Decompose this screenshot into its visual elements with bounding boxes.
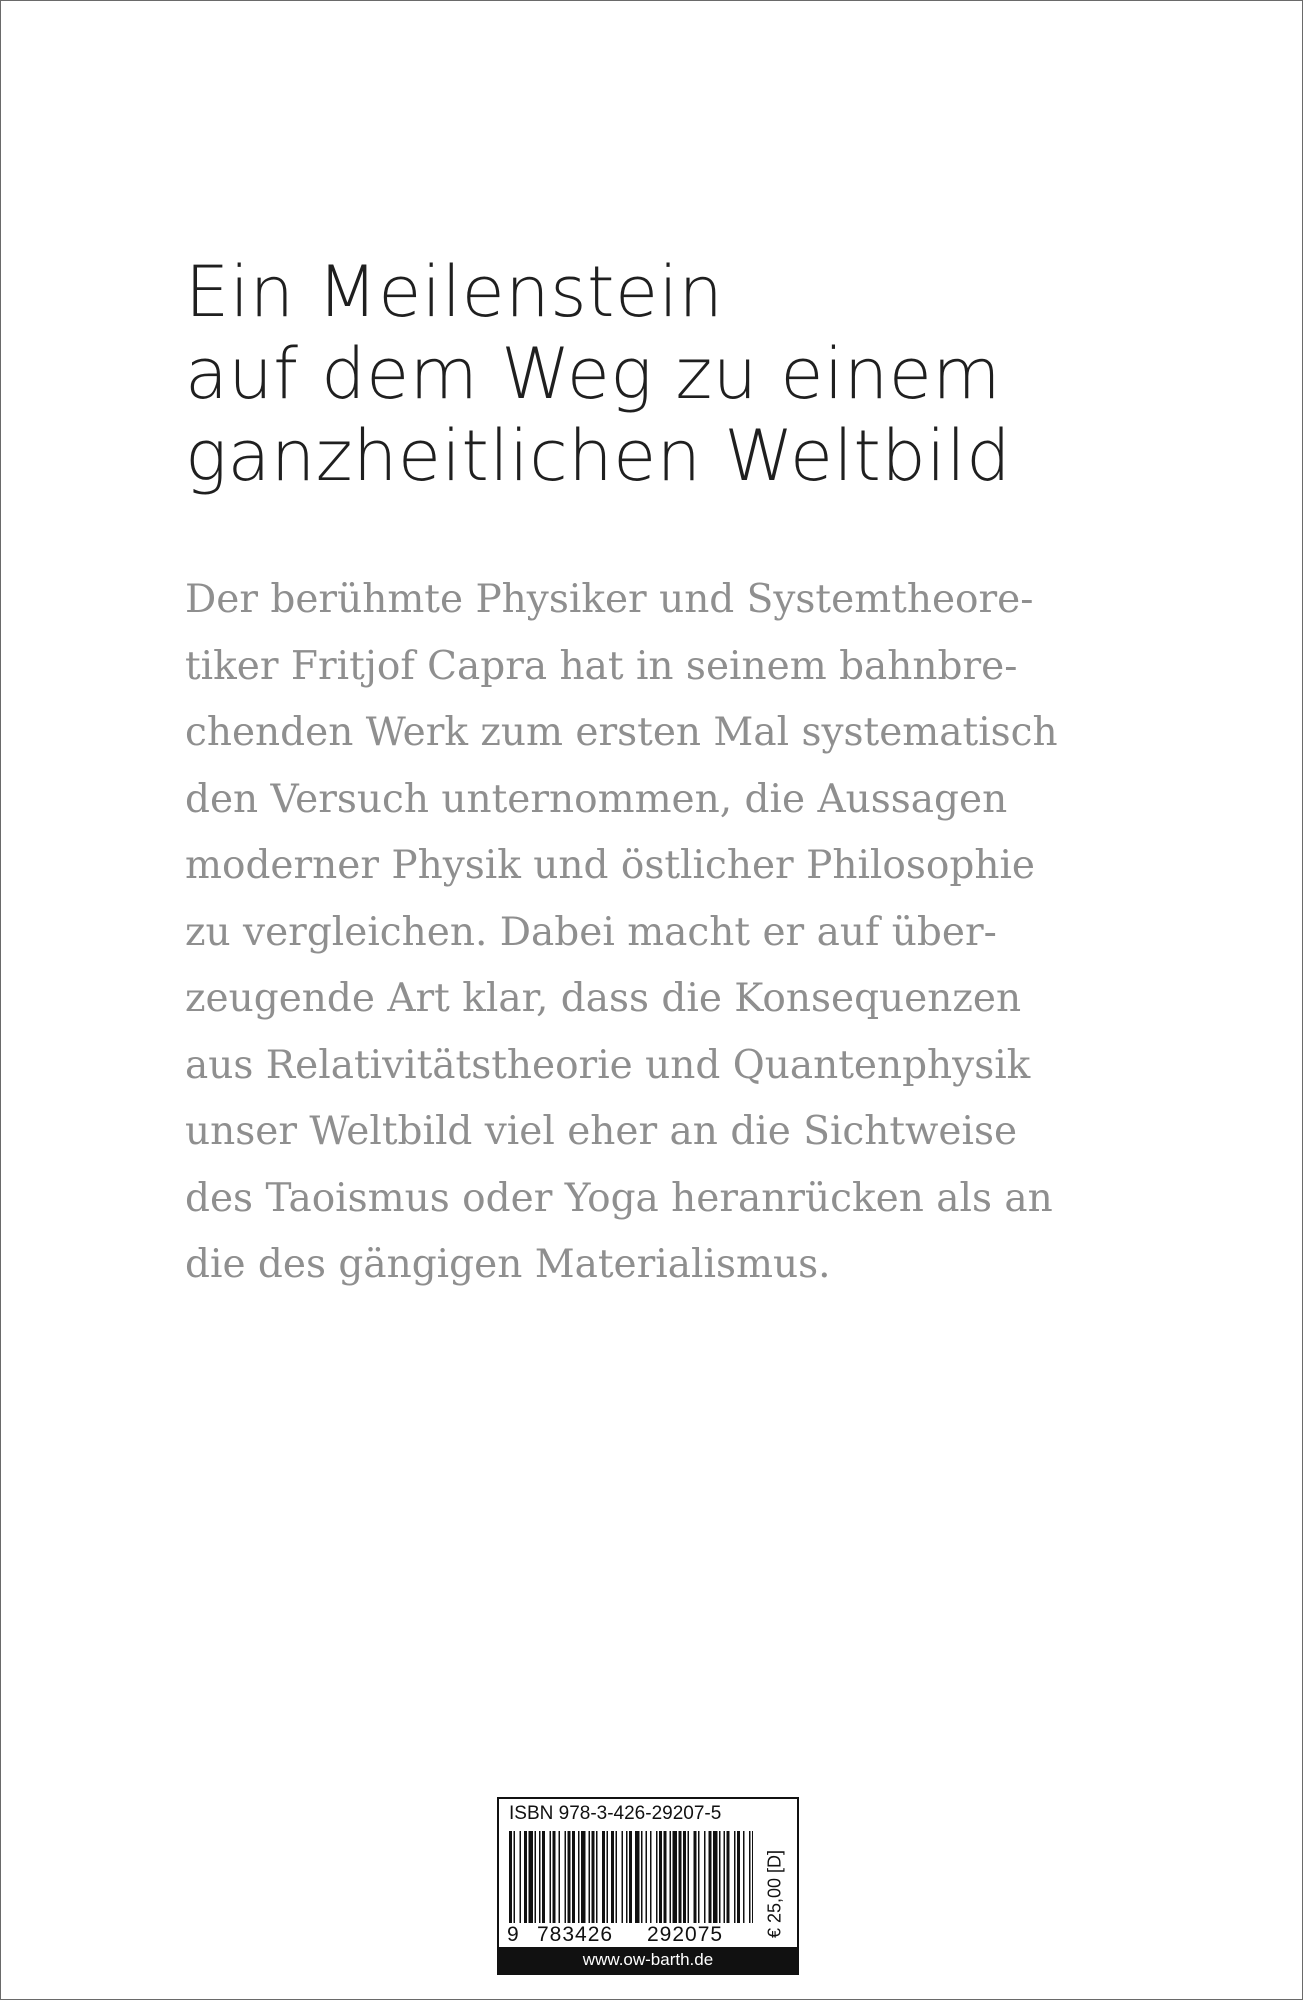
- barcode-bar: [581, 1831, 586, 1923]
- barcode-digit-group-1: 783426: [537, 1923, 614, 1946]
- barcode-bar: [592, 1831, 595, 1923]
- barcode-bar: [514, 1831, 516, 1923]
- price-tag: [761, 1835, 789, 1953]
- headline-line: auf dem Weg zu einem: [185, 333, 1002, 415]
- barcode-bar: [565, 1831, 567, 1923]
- barcode-bar: [688, 1831, 690, 1923]
- blurb-paragraph: [185, 567, 1145, 1299]
- blurb-line: zu vergleichen. Dabei macht er auf über-: [185, 909, 997, 955]
- headline-line: Ein Meilenstein: [185, 251, 724, 333]
- barcode-bar: [629, 1831, 632, 1923]
- barcode-bar: [553, 1831, 556, 1923]
- barcode-bar: [539, 1831, 541, 1923]
- barcode-bar: [535, 1831, 537, 1923]
- blurb-line: chenden Werk zum ersten Mal systematisch: [185, 710, 1058, 755]
- barcode-bar: [673, 1831, 678, 1923]
- headline: [185, 251, 1011, 497]
- barcode-bar: [602, 1831, 605, 1923]
- barcode-bar: [607, 1831, 609, 1923]
- barcode-bar: [572, 1831, 575, 1923]
- barcode-bar: [659, 1831, 662, 1923]
- barcode-bar: [559, 1831, 561, 1923]
- barcode-bar: [719, 1831, 721, 1923]
- barcode-bar: [709, 1831, 712, 1923]
- barcode-bar: [670, 1831, 672, 1923]
- barcode-bar: [694, 1831, 697, 1923]
- barcode-bar: [596, 1831, 598, 1923]
- barcode-bar: [589, 1831, 591, 1923]
- isbn-text: ISBN 978-3-426-29207-5: [509, 1803, 722, 1824]
- barcode-bar: [679, 1831, 682, 1923]
- barcode-bar: [520, 1831, 522, 1923]
- headline-line: ganzheitlichen Weltbild: [185, 415, 1012, 497]
- barcode-bar: [635, 1831, 640, 1923]
- blurb-line: den Versuch unternommen, die Aussagen: [185, 776, 1008, 822]
- barcode-bar: [664, 1831, 667, 1923]
- blurb-line: zeugende Art klar, dass die Konsequenzen: [185, 976, 1022, 1021]
- barcode-bar: [683, 1831, 686, 1923]
- barcode-bars: [509, 1831, 753, 1923]
- barcode-bar: [650, 1831, 652, 1923]
- barcode-bar: [656, 1831, 658, 1923]
- barcode-bar: [568, 1831, 571, 1923]
- barcode-bar: [529, 1831, 534, 1923]
- barcode-bar: [737, 1831, 740, 1923]
- blurb-line: tiker Fritjof Capra hat in seinem bahnbre-: [185, 643, 1018, 689]
- blurb-line: die des gängigen Materialismus.: [185, 1242, 831, 1287]
- barcode-bar: [616, 1831, 618, 1923]
- barcode-bar: [704, 1831, 706, 1923]
- barcode-bar: [724, 1831, 726, 1923]
- barcode-bar: [698, 1831, 700, 1923]
- blurb-line: unser Weltbild viel eher an die Sichtweise: [185, 1109, 1018, 1154]
- barcode-bar: [749, 1831, 751, 1923]
- blurb-line: moderner Physik und östlicher Philosophie: [185, 843, 1036, 888]
- barcode-bar: [542, 1831, 545, 1923]
- barcode-bar: [734, 1831, 736, 1923]
- barcode-bar: [550, 1831, 552, 1923]
- barcode-bar: [752, 1831, 753, 1923]
- barcode-bar: [641, 1831, 643, 1923]
- blurb-line: des Taoismus oder Yoga heranrücken als an: [185, 1175, 1053, 1221]
- barcode-bar: [713, 1831, 718, 1923]
- barcode-bar: [509, 1831, 512, 1923]
- barcode-bar: [611, 1831, 614, 1923]
- blurb-line: aus Relativitätstheorie und Quantenphysik: [185, 1042, 1031, 1088]
- barcode-label: [497, 1797, 799, 1975]
- barcode-bar: [743, 1831, 745, 1923]
- barcode-bar: [524, 1831, 527, 1923]
- barcode-bar: [646, 1831, 648, 1923]
- blurb-line: Der berühmte Physiker und Systemtheore-: [185, 577, 1034, 622]
- barcode-bar: [727, 1831, 730, 1923]
- barcode-digit-group-2: 292075: [647, 1923, 724, 1946]
- barcode-digit-lead: 9: [507, 1923, 519, 1946]
- price-text: € 25,00 [D]: [764, 1849, 785, 1939]
- barcode-bar: [622, 1831, 624, 1923]
- barcode-bar: [578, 1831, 580, 1923]
- barcode-bar: [626, 1831, 628, 1923]
- publisher-url: www.ow-barth.de: [499, 1947, 797, 1973]
